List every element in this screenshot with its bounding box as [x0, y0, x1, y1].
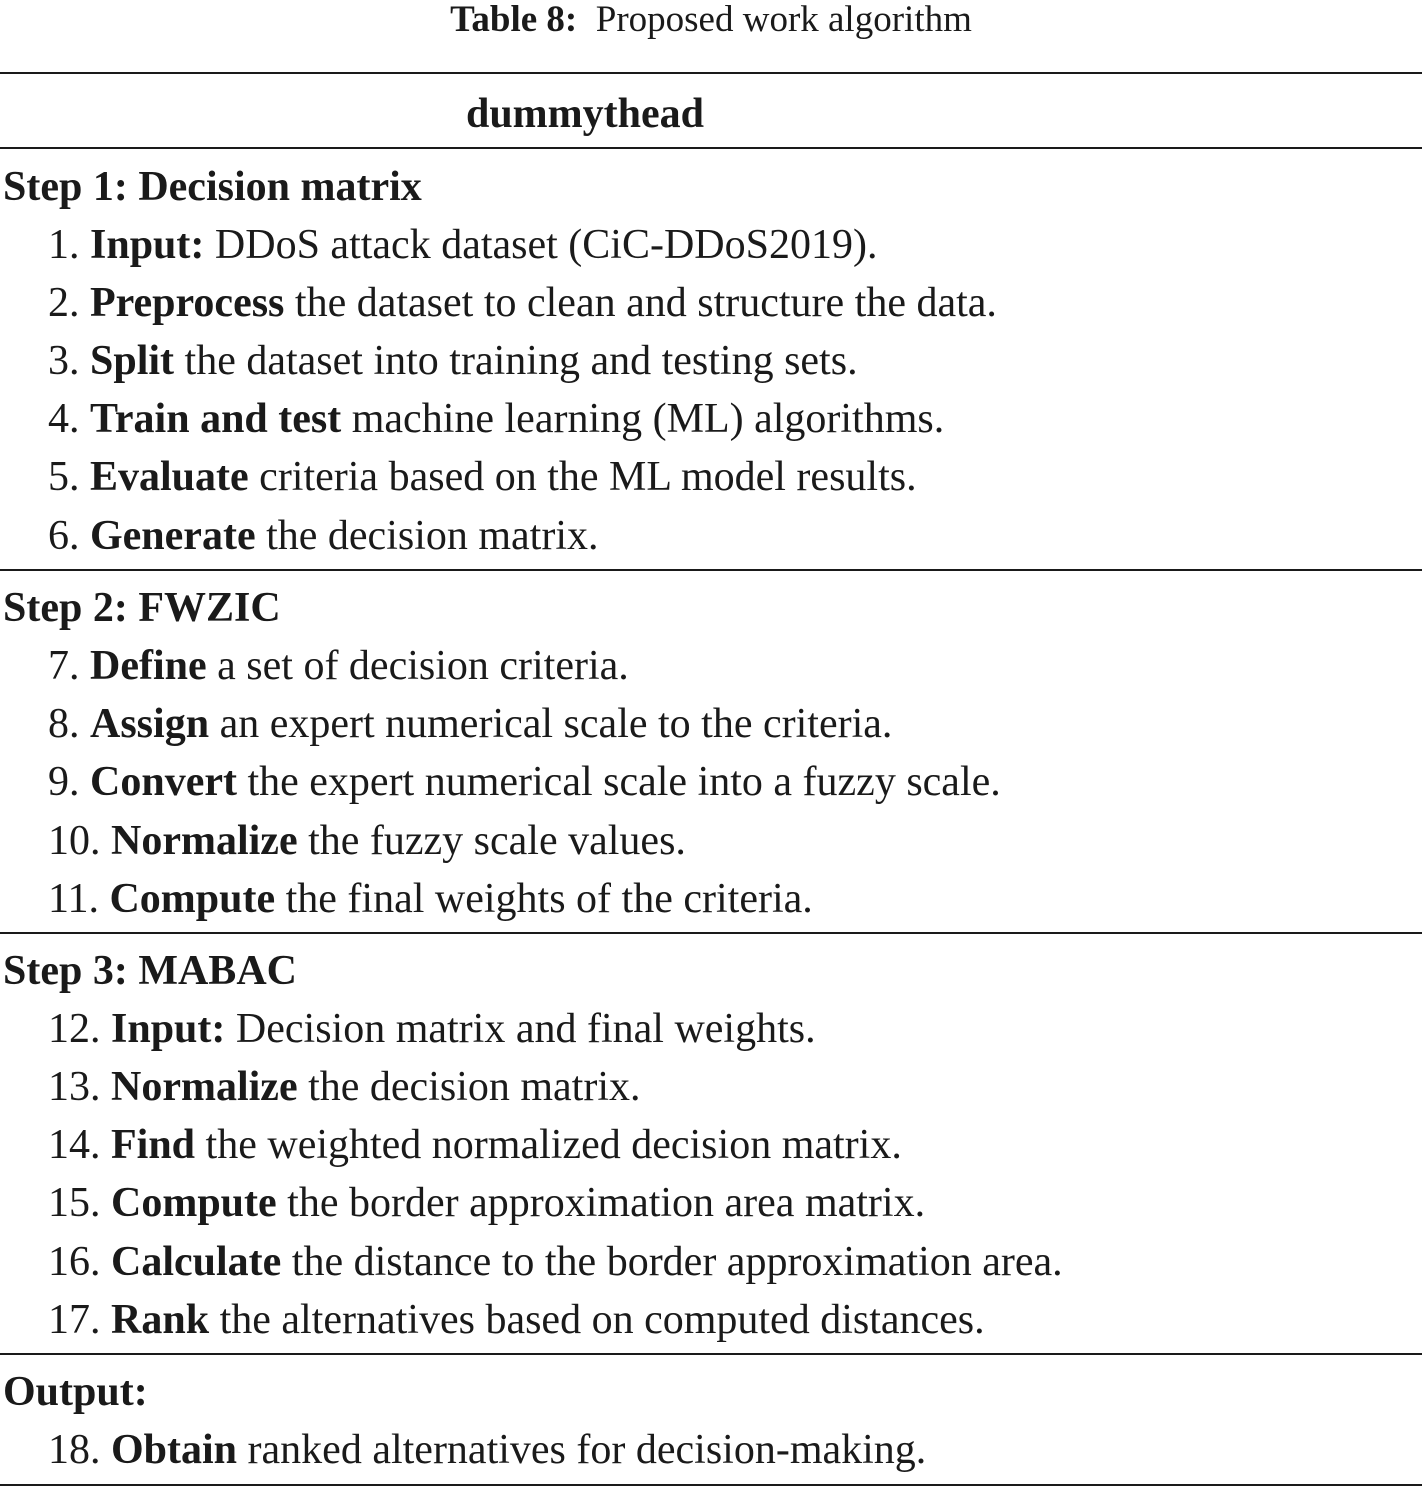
- table-caption: [0, 0, 1422, 40]
- top-rule: [0, 72, 1422, 74]
- step-1-heading: Step 1: Decision matrix: [3, 164, 422, 210]
- list-item: 6. Generate the decision matrix.: [48, 513, 599, 559]
- list-item: 2. Preprocess the dataset to clean and structure the data.: [48, 280, 997, 326]
- section-rule: [0, 932, 1422, 934]
- list-item: 11. Compute the final weights of the criteria.: [48, 876, 813, 922]
- list-item: 8. Assign an expert numerical scale to the criteria.: [48, 701, 893, 747]
- list-item: 5. Evaluate criteria based on the ML model results.: [48, 454, 917, 500]
- list-item: 9. Convert the expert numerical scale into a fuzzy scale.: [48, 759, 1001, 805]
- output-heading: Output:: [3, 1369, 148, 1415]
- list-item: 18. Obtain ranked alternatives for decision-making.: [48, 1427, 927, 1473]
- list-item: 10. Normalize the fuzzy scale values.: [48, 818, 686, 864]
- list-item: 15. Compute the border approximation area matrix.: [48, 1180, 926, 1226]
- list-item: 14. Find the weighted normalized decision matrix.: [48, 1122, 902, 1168]
- section-rule: [0, 569, 1422, 571]
- list-item: 17. Rank the alternatives based on computed distances.: [48, 1297, 985, 1343]
- list-item: 4. Train and test machine learning (ML) algorithms.: [48, 396, 945, 442]
- list-item: 16. Calculate the distance to the border approximation area.: [48, 1239, 1063, 1285]
- bottom-rule: [0, 1484, 1422, 1486]
- list-item: 3. Split the dataset into training and testing sets.: [48, 338, 858, 384]
- step-2-heading: Step 2: FWZIC: [3, 585, 281, 631]
- list-item: 1. Input: DDoS attack dataset (CiC-DDoS2019).: [48, 222, 878, 268]
- section-rule: [0, 1353, 1422, 1355]
- list-item: 7. Define a set of decision criteria.: [48, 643, 629, 689]
- header-rule: [0, 147, 1422, 149]
- list-item: 12. Input: Decision matrix and final weights.: [48, 1006, 816, 1052]
- caption-label: Table 8:: [450, 0, 578, 40]
- step-3-heading: Step 3: MABAC: [3, 948, 297, 994]
- table-header: dummythead: [465, 91, 705, 137]
- list-item: 13. Normalize the decision matrix.: [48, 1064, 641, 1110]
- caption-title: Proposed work algorithm: [595, 0, 972, 40]
